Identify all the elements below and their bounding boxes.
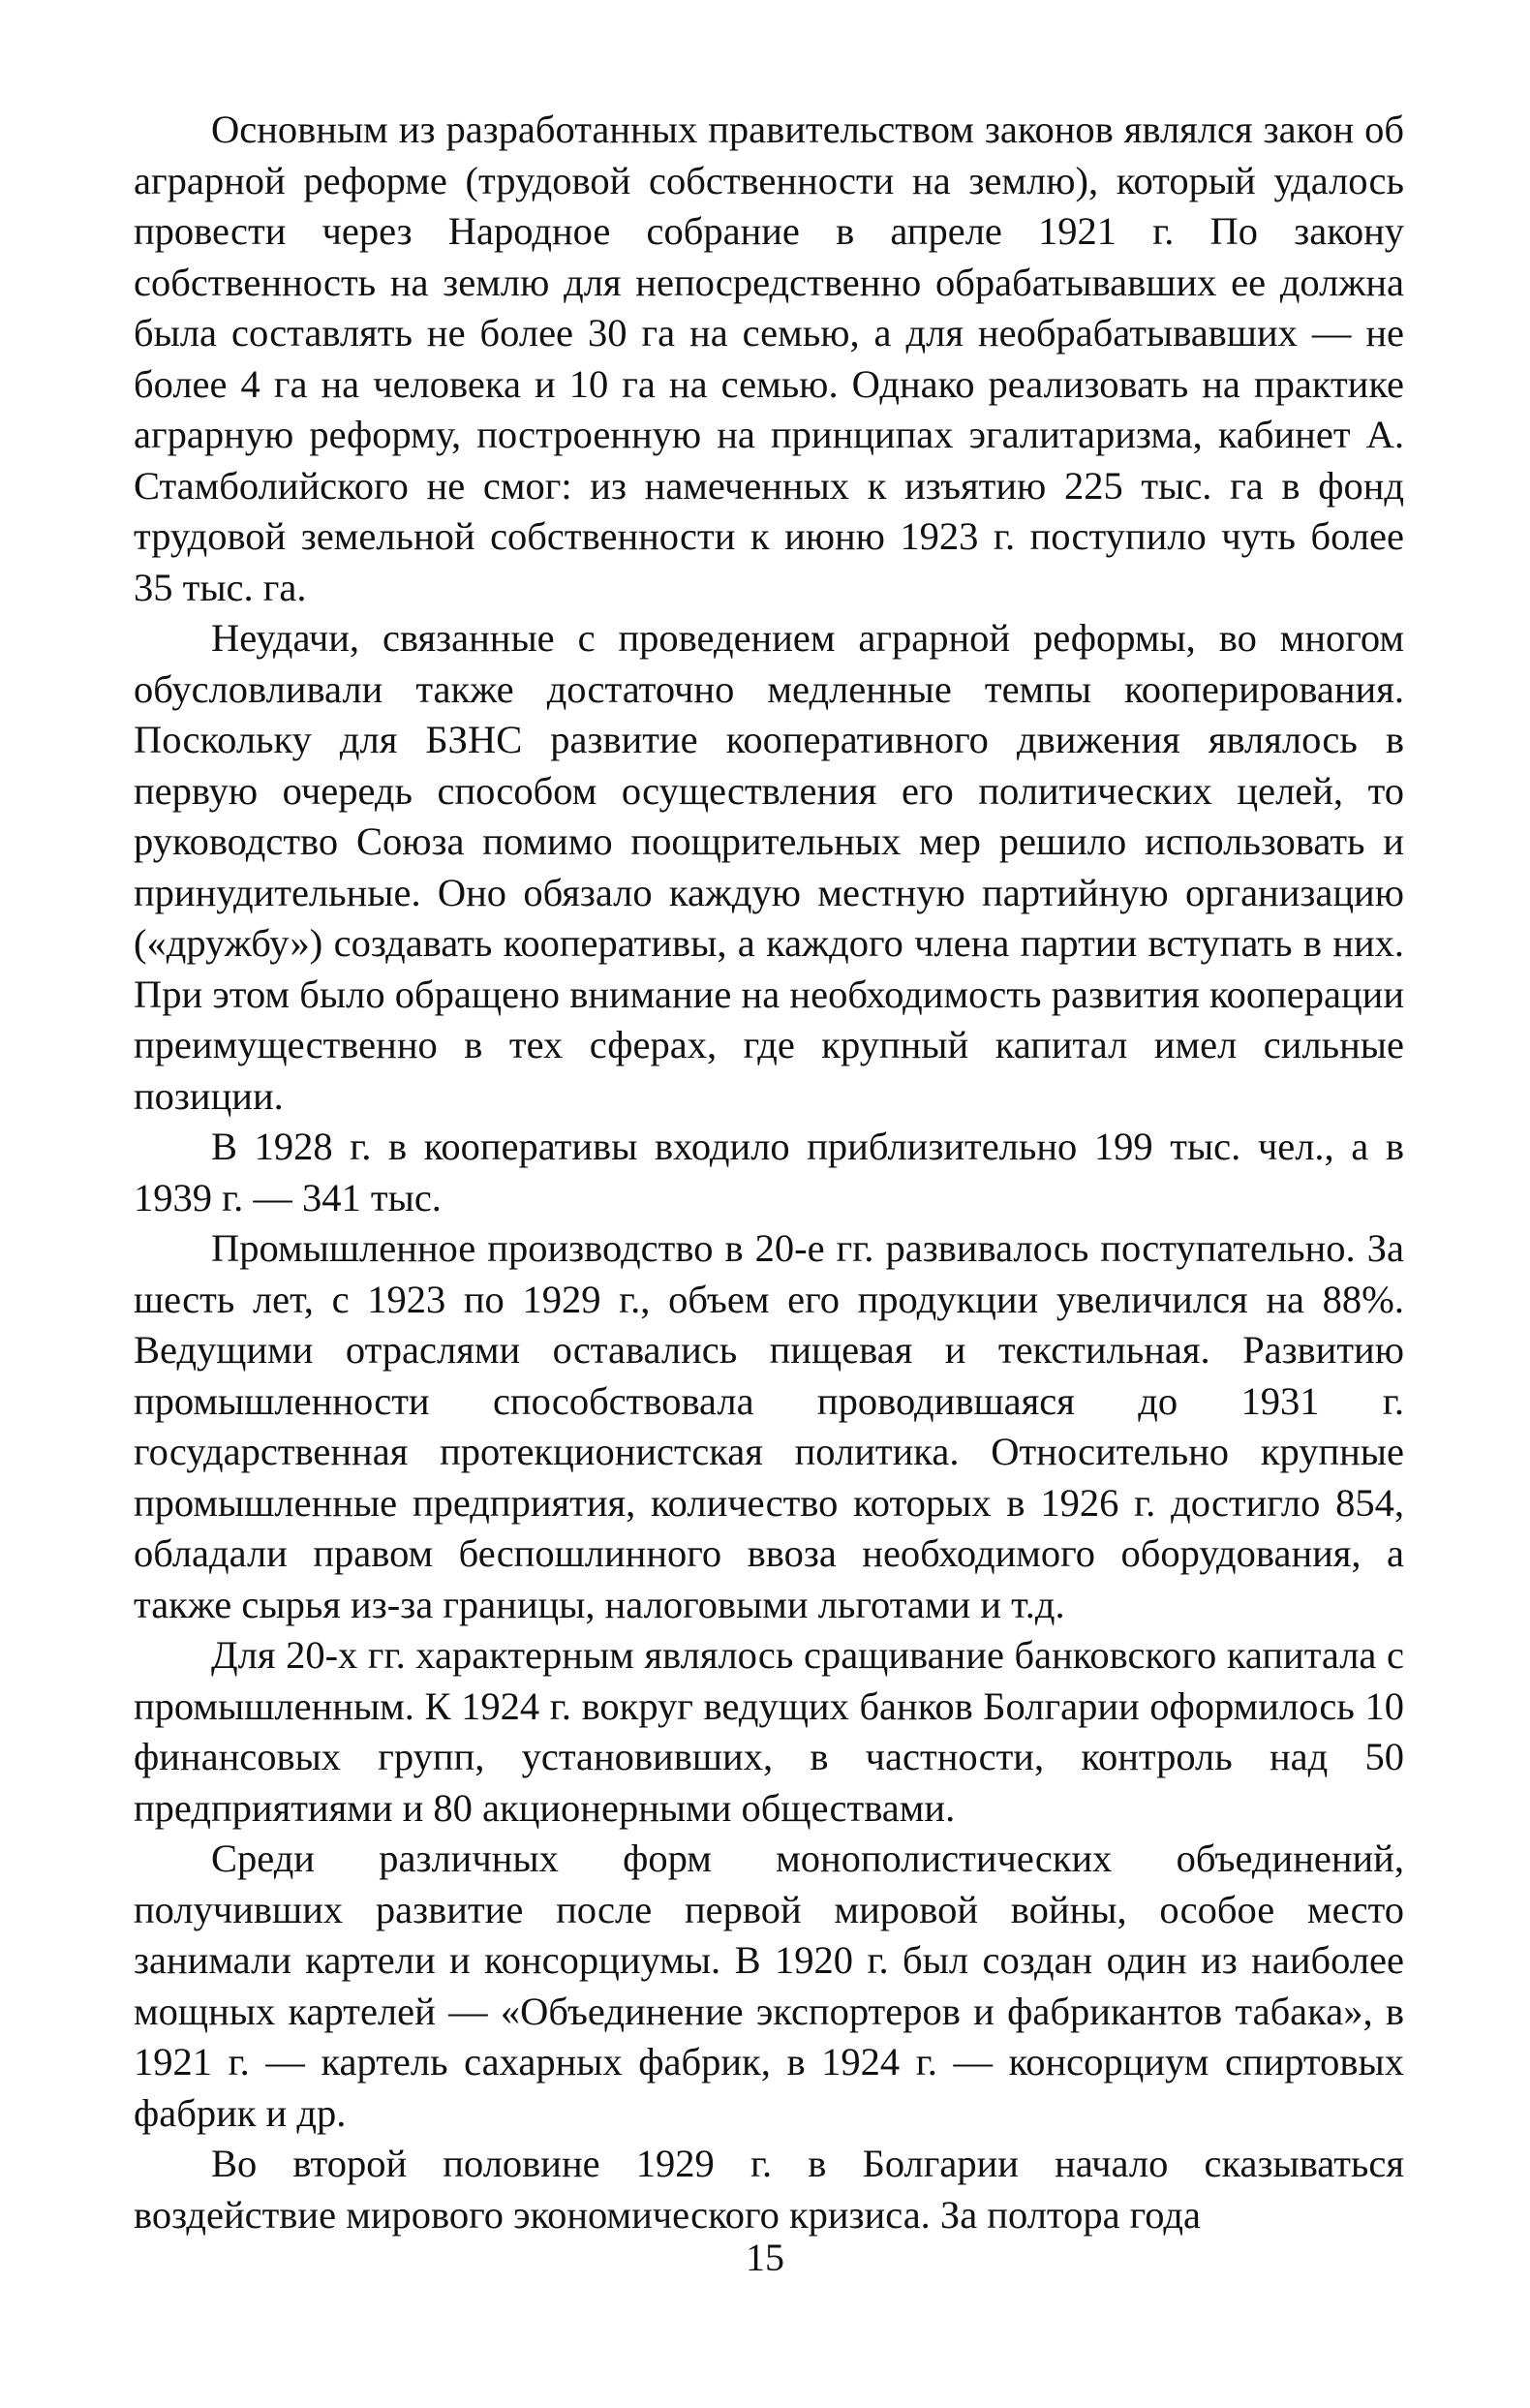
paragraph-banking-capital: Для 20-х гг. характерным являлось сращивание банковского капитала с промышленным. К 1924 г. вокруг ведущих банков Болгарии оформилось 10 финансовых групп, установивших, в частности, контроль над 50 предприятиями и 80 акционерными обществами. <box>134 1633 1404 1830</box>
page-number: 15 <box>746 2236 784 2279</box>
paragraph-cartels: Среди различных форм монополистических объединений, получивших развитие после первой мировой войны, особое место занимали картели и консорциумы. В 1920 г. был создан один из наиболее мощных картелей — «Объединение экспортеров и фабрикантов табака», в 1921 г. — картель сахарных фабрик, в 1924 г. — консорциум спиртовых фабрик и др. <box>134 1837 1404 2135</box>
paragraph-cooperative-members: В 1928 г. в кооперативы входило приблизительно 199 тыс. чел., а в 1939 г. — 341 тыс. <box>134 1125 1404 1219</box>
page-body <box>134 105 1404 2240</box>
paragraph-economic-crisis: Во второй половине 1929 г. в Болгарии начало сказываться воздействие мирового экономического кризиса. За полтора года <box>134 2142 1404 2237</box>
paragraph-cooperation: Неудачи, связанные с проведением аграрной реформы, во многом обусловливали также достаточно медленные темпы кооперирования. Поскольку для БЗНС развитие кооперативного движения являлось в первую очередь способом осуществления его политических целей, то руководство Союза помимо поощрительных мер решило использовать и принудительные. Оно обязало каждую местную партийную организацию («дружбу») создавать кооперативы, а каждого члена партии вступать в них. При этом было обращено внимание на необходимость развития кооперации преимущественно в тех сферах, где крупный капитал имел сильные позиции. <box>134 616 1404 1118</box>
paragraph-agrarian-reform: Основным из разработанных правительством законов являлся закон об аграрной реформе (трудовой собственности на землю), который удалось провести через Народное собрание в апреле 1921 г. По закону собственность на землю для непосредственно обрабатывавших ее должна была составлять не более 30 га на семью, а для необрабатывавших — не более 4 га на человека и 10 га на семью. Однако реализовать на практике аграрную реформу, построенную на принципах эгалитаризма, кабинет А. Стамболийского не смог: из намеченных к изъятию 225 тыс. га в фонд трудовой земельной собственности к июню 1923 г. поступило чуть более 35 тыс. га. <box>134 108 1404 609</box>
paragraph-industry: Промышленное производство в 20-е гг. развивалось поступательно. За шесть лет, с 1923 по 1929 г., объем его продукции увеличился на 88%. Ведущими отраслями оставались пищевая и текстильная. Развитию промышленности способствовала проводившаяся до 1931 г. государственная протекционистская политика. Относительно крупные промышленные предприятия, количество которых в 1926 г. достигло 854, обладали правом беспошлинного ввоза необходимого оборудования, а также сырья из-за границы, налоговыми льготами и т.д. <box>134 1226 1404 1626</box>
